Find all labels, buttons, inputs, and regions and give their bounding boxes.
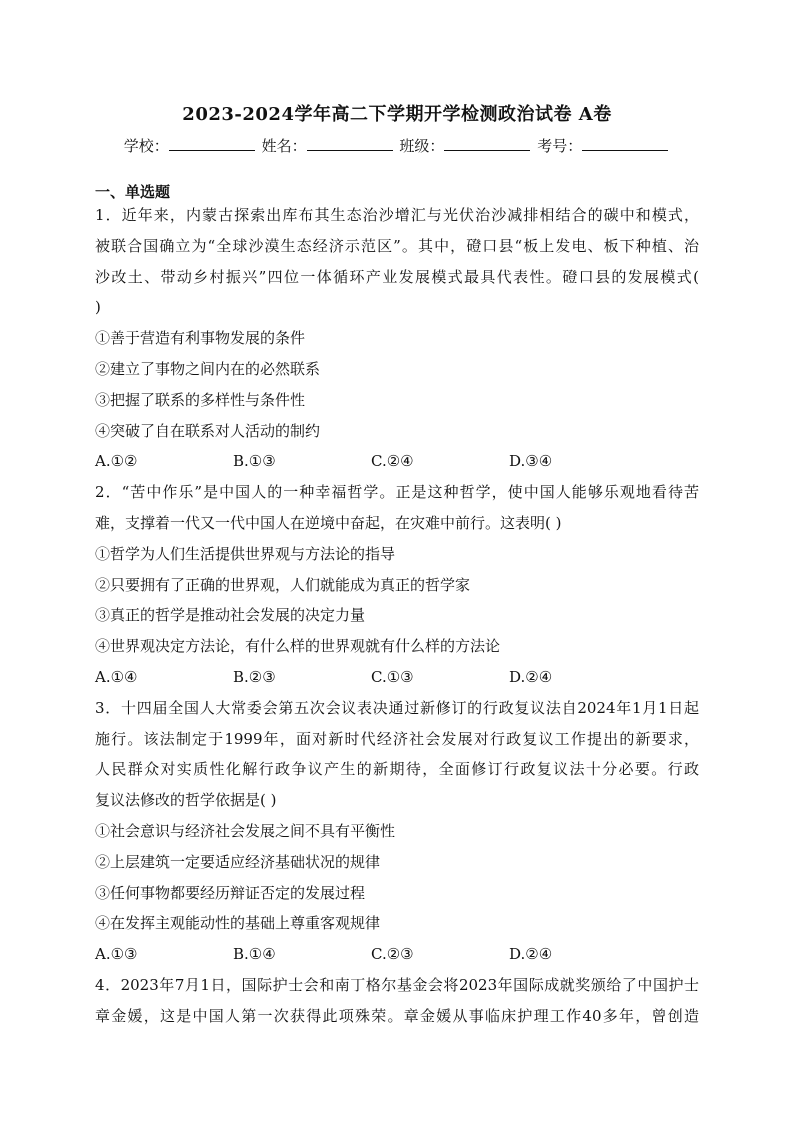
question-stem-line: 3．十四届全国人大常委会第五次会议表决通过新修订的行政复议法自2024年1月1日起 xyxy=(95,698,699,717)
option-a[interactable]: A.①② xyxy=(95,452,138,471)
school-blank[interactable] xyxy=(169,136,255,151)
statement-item: ①社会意识与经济社会发展之间不具有平衡性 xyxy=(95,821,396,840)
question-3 xyxy=(95,693,699,970)
statement-item: ④世界观决定方法论，有什么样的世界观就有什么样的方法论 xyxy=(95,637,501,656)
question-1 xyxy=(95,200,699,477)
statement-item: ②只要拥有了正确的世界观，人们就能成为真正的哲学家 xyxy=(95,575,471,594)
question-stem-line: 复议法修改的哲学依据是( ) xyxy=(95,791,277,810)
option-d[interactable]: D.②④ xyxy=(509,667,553,686)
option-a[interactable]: A.①③ xyxy=(95,945,138,964)
option-b[interactable]: B.②③ xyxy=(233,667,276,686)
question-stem-line: 施行。该法制定于1999年，面对新时代经济社会发展对行政复议工作提出的新要求， xyxy=(95,729,699,748)
option-b[interactable]: B.①③ xyxy=(233,452,276,471)
class-field xyxy=(399,135,532,156)
exam-title: 2023-2024学年高二下学期开学检测政治试卷 A卷 xyxy=(182,104,612,125)
statement-item: ③把握了联系的多样性与条件性 xyxy=(95,390,306,409)
option-a[interactable]: A.①④ xyxy=(95,667,138,686)
question-2 xyxy=(95,477,699,693)
question-list xyxy=(95,200,699,1032)
answer-options xyxy=(95,939,699,970)
question-stem-line: 被联合国确立为“全球沙漠生态经济示范区”。其中，磴口县“板上发电、板下种植、治 xyxy=(95,236,699,255)
name-label: 姓名： xyxy=(261,137,307,155)
name-field xyxy=(262,135,395,156)
question-stem-line: ) xyxy=(95,298,101,317)
answer-options xyxy=(95,662,699,693)
statement-item: ①善于营造有利事物发展的条件 xyxy=(95,329,306,348)
exam-number-field xyxy=(537,135,670,156)
answer-options xyxy=(95,446,699,477)
school-field xyxy=(124,135,257,156)
class-label: 班级： xyxy=(399,137,445,155)
student-info-line xyxy=(0,135,794,156)
statement-item: ④在发挥主观能动性的基础上尊重客观规律 xyxy=(95,914,381,933)
question-stem-line: 沙改土、带动乡村振兴”四位一体循环产业发展模式最具代表性。磴口县的发展模式( xyxy=(95,267,699,286)
class-blank[interactable] xyxy=(444,136,530,151)
name-blank[interactable] xyxy=(307,136,393,151)
statement-item: ①哲学为人们生活提供世界观与方法论的指导 xyxy=(95,544,396,563)
option-c[interactable]: C.①③ xyxy=(371,667,414,686)
statement-item: ③真正的哲学是推动社会发展的决定力量 xyxy=(95,606,366,625)
question-stem-line: 4．2023年7月1日，国际护士会和南丁格尔基金会将2023年国际成就奖颁给了中国护士 xyxy=(95,975,699,994)
statement-item: ④突破了自在联系对人活动的制约 xyxy=(95,421,321,440)
question-stem-line: 1．近年来，内蒙古探索出库布其生态治沙增汇与光伏治沙减排相结合的碳中和模式， xyxy=(95,206,699,224)
exam-number-blank[interactable] xyxy=(582,136,668,151)
question-stem-line: 难，支撑着一代又一代中国人在逆境中奋起，在灾难中前行。这表明( ) xyxy=(95,513,562,532)
statement-item: ②上层建筑一定要适应经济基础状况的规律 xyxy=(95,852,381,871)
option-d[interactable]: D.③④ xyxy=(509,452,553,471)
option-c[interactable]: C.②④ xyxy=(371,452,414,471)
option-b[interactable]: B.①④ xyxy=(233,945,276,964)
school-label: 学校： xyxy=(123,137,169,155)
question-stem-line: 2．“苦中作乐”是中国人的一种幸福哲学。正是这种哲学，使中国人能够乐观地看待苦 xyxy=(95,483,699,502)
statement-item: ②建立了事物之间内在的必然联系 xyxy=(95,359,321,378)
question-stem-line: 人民群众对实质性化解行政争议产生的新期待，全面修订行政复议法十分必要。行政 xyxy=(95,760,699,779)
exam-number-label: 考号： xyxy=(537,137,583,155)
question-stem-line: 章金媛，这是中国人第一次获得此项殊荣。章金媛从事临床护理工作40多年，曾创造 xyxy=(95,1006,699,1025)
section-title: 一、单选题 xyxy=(95,183,171,201)
statement-item: ③任何事物都要经历辩证否定的发展过程 xyxy=(95,883,366,902)
option-d[interactable]: D.②④ xyxy=(509,945,553,964)
question-4 xyxy=(95,970,699,1032)
option-c[interactable]: C.②③ xyxy=(371,945,414,964)
